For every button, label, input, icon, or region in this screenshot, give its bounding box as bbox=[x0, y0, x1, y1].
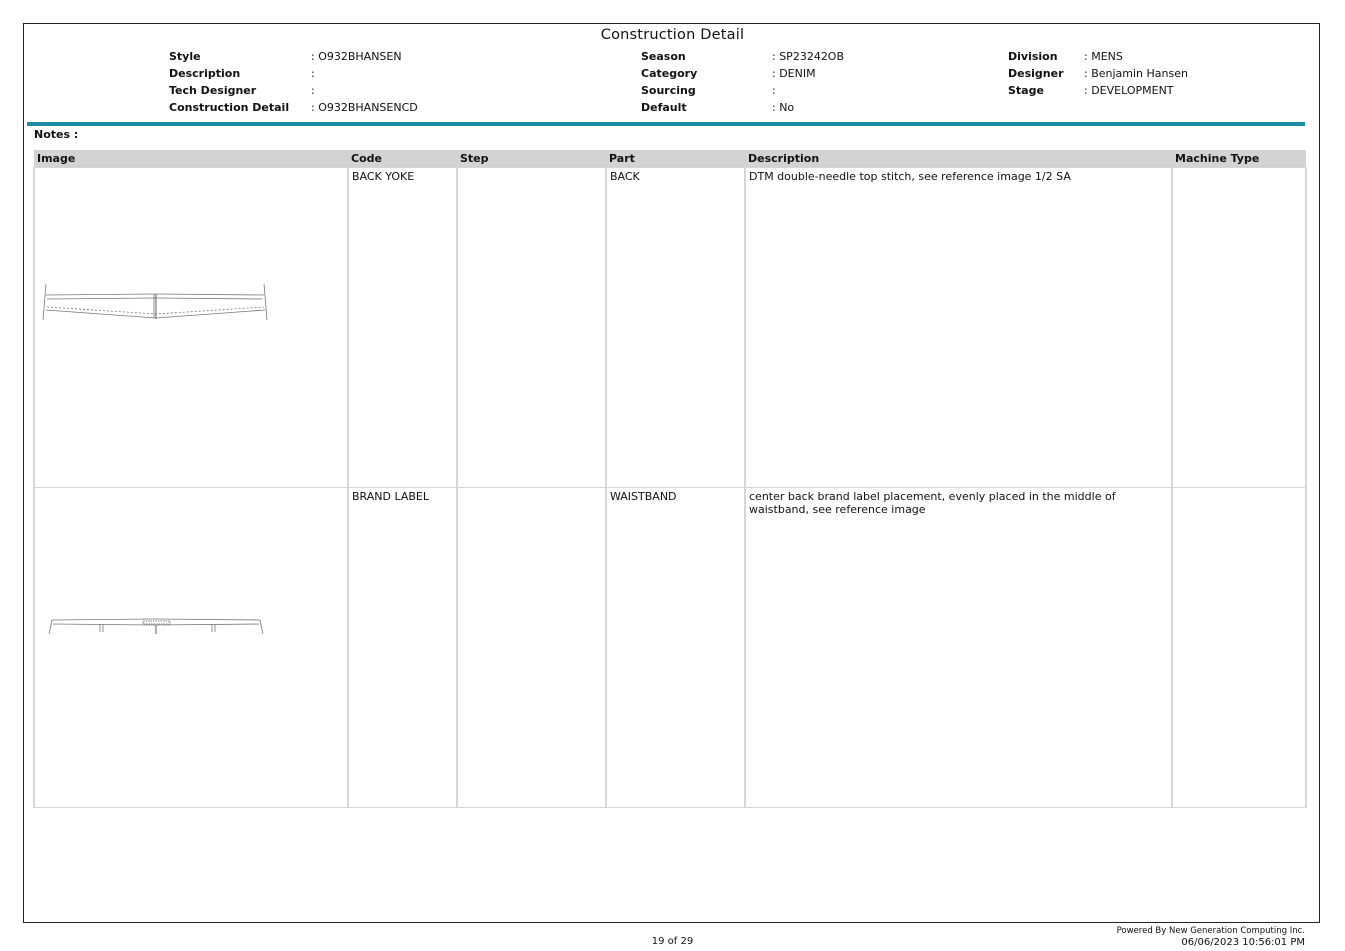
header-field-sourcing bbox=[641, 82, 844, 99]
header-column-3 bbox=[1008, 48, 1188, 99]
timestamp: 06/06/2023 10:56:01 PM bbox=[1181, 937, 1305, 948]
field-label: Tech Designer bbox=[169, 84, 257, 97]
column-header-machine-type: Machine Type bbox=[1172, 150, 1306, 168]
field-value: : MENS bbox=[1084, 50, 1123, 63]
header-field-tech-designer bbox=[169, 82, 418, 99]
field-label: Sourcing bbox=[641, 84, 696, 97]
machine-type-cell bbox=[1172, 168, 1306, 488]
field-label: Stage bbox=[1008, 84, 1044, 97]
field-value: : bbox=[311, 84, 315, 97]
header-field-category bbox=[641, 65, 844, 82]
header-field-stage bbox=[1008, 82, 1188, 99]
part-cell: WAISTBAND bbox=[606, 488, 745, 808]
image-cell bbox=[34, 488, 348, 808]
field-value: : DENIM bbox=[772, 67, 816, 80]
waistband-sketch bbox=[38, 618, 268, 638]
header-field-construction-detail bbox=[169, 99, 418, 116]
header-field-division bbox=[1008, 48, 1188, 65]
page-title: Construction Detail bbox=[600, 27, 745, 43]
code-cell: BRAND LABEL bbox=[348, 488, 457, 808]
field-value: : O932BHANSEN bbox=[311, 50, 402, 63]
table-header-row bbox=[34, 150, 1306, 168]
header-column-1 bbox=[169, 48, 418, 116]
page-number: 19 of 29 bbox=[651, 936, 694, 947]
back-yoke-sketch bbox=[38, 282, 268, 322]
field-value: : DEVELOPMENT bbox=[1084, 84, 1174, 97]
table-row bbox=[34, 488, 1306, 808]
field-value: : SP23242OB bbox=[772, 50, 845, 63]
field-value: : bbox=[772, 84, 776, 97]
description-cell: DTM double-needle top stitch, see reference image 1/2 SA bbox=[745, 168, 1172, 488]
construction-table bbox=[33, 150, 1307, 808]
notes-label: Notes : bbox=[34, 128, 79, 141]
header-field-style bbox=[169, 48, 418, 65]
column-header-code: Code bbox=[348, 150, 457, 168]
part-cell: BACK bbox=[606, 168, 745, 488]
table-row bbox=[34, 168, 1306, 488]
header-field-description bbox=[169, 65, 418, 82]
field-label: Division bbox=[1008, 50, 1058, 63]
field-label: Construction Detail bbox=[169, 101, 290, 114]
code-cell: BACK YOKE bbox=[348, 168, 457, 488]
column-header-description: Description bbox=[745, 150, 1172, 168]
field-label: Designer bbox=[1008, 67, 1064, 80]
step-cell bbox=[457, 168, 606, 488]
field-value: : Benjamin Hansen bbox=[1084, 67, 1188, 80]
image-cell bbox=[34, 168, 348, 488]
field-value: : O932BHANSENCD bbox=[311, 101, 418, 114]
description-cell: center back brand label placement, evenly placed in the middle of waistband, see reference image bbox=[745, 488, 1172, 808]
field-label: Description bbox=[169, 67, 241, 80]
field-label: Category bbox=[641, 67, 698, 80]
field-label: Style bbox=[169, 50, 201, 63]
field-label: Season bbox=[641, 50, 686, 63]
step-cell bbox=[457, 488, 606, 808]
field-label: Default bbox=[641, 101, 687, 114]
column-header-step: Step bbox=[457, 150, 606, 168]
column-header-part: Part bbox=[606, 150, 745, 168]
field-value: : bbox=[311, 67, 315, 80]
column-header-image: Image bbox=[34, 150, 348, 168]
field-value: : No bbox=[772, 101, 795, 114]
powered-by-text: Powered By New Generation Computing Inc. bbox=[1116, 926, 1305, 936]
header-field-designer bbox=[1008, 65, 1188, 82]
header-field-season bbox=[641, 48, 844, 65]
header-divider bbox=[27, 122, 1305, 126]
header-field-default bbox=[641, 99, 844, 116]
machine-type-cell bbox=[1172, 488, 1306, 808]
header-column-2 bbox=[641, 48, 844, 116]
